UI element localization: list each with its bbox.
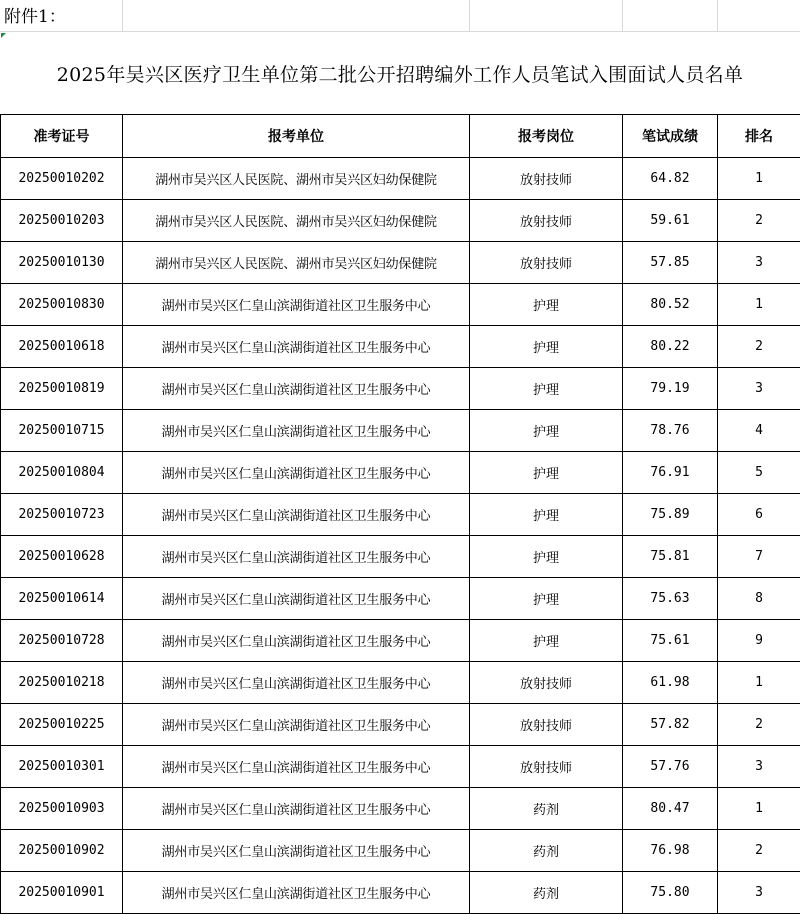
- score-cell: 76.91: [623, 452, 718, 494]
- grid-divider: [0, 31, 800, 32]
- rank-cell: 5: [718, 452, 800, 494]
- exam-id-cell: 20250010618: [1, 326, 123, 368]
- table-row: [1, 410, 800, 452]
- table-row: [1, 158, 800, 200]
- table-row: [1, 578, 800, 620]
- header-rank: 排名: [718, 115, 800, 158]
- exam-id-cell: 20250010819: [1, 368, 123, 410]
- unit-cell: 湖州市吴兴区人民医院、湖州市吴兴区妇幼保健院: [123, 242, 470, 284]
- table-row: [1, 284, 800, 326]
- page-title: 2025年吴兴区医疗卫生单位第二批公开招聘编外工作人员笔试入围面试人员名单: [56, 64, 744, 86]
- exam-id-cell: 20250010130: [1, 242, 123, 284]
- table-row: [1, 704, 800, 746]
- unit-cell: 湖州市吴兴区仁皇山滨湖街道社区卫生服务中心: [123, 788, 470, 830]
- unit-cell: 湖州市吴兴区仁皇山滨湖街道社区卫生服务中心: [123, 452, 470, 494]
- table-row: [1, 620, 800, 662]
- unit-cell: 湖州市吴兴区人民医院、湖州市吴兴区妇幼保健院: [123, 200, 470, 242]
- table-row: [1, 872, 800, 914]
- score-cell: 75.80: [623, 872, 718, 914]
- table-header-row: [1, 115, 800, 158]
- score-cell: 75.63: [623, 578, 718, 620]
- unit-cell: 湖州市吴兴区仁皇山滨湖街道社区卫生服务中心: [123, 872, 470, 914]
- score-cell: 80.52: [623, 284, 718, 326]
- header-score: 笔试成绩: [623, 115, 718, 158]
- exam-id-cell: 20250010225: [1, 704, 123, 746]
- exam-id-cell: 20250010715: [1, 410, 123, 452]
- post-cell: 护理: [470, 536, 623, 578]
- grid-divider: [469, 0, 470, 32]
- score-cell: 80.22: [623, 326, 718, 368]
- rank-cell: 4: [718, 410, 800, 452]
- post-cell: 护理: [470, 410, 623, 452]
- rank-cell: 3: [718, 746, 800, 788]
- grid-divider: [122, 0, 123, 32]
- score-cell: 75.61: [623, 620, 718, 662]
- unit-cell: 湖州市吴兴区仁皇山滨湖街道社区卫生服务中心: [123, 536, 470, 578]
- unit-cell: 湖州市吴兴区仁皇山滨湖街道社区卫生服务中心: [123, 494, 470, 536]
- score-cell: 57.76: [623, 746, 718, 788]
- exam-id-cell: 20250010218: [1, 662, 123, 704]
- score-cell: 75.81: [623, 536, 718, 578]
- score-cell: 64.82: [623, 158, 718, 200]
- exam-id-cell: 20250010728: [1, 620, 123, 662]
- table-row: [1, 452, 800, 494]
- score-cell: 57.82: [623, 704, 718, 746]
- exam-id-cell: 20250010202: [1, 158, 123, 200]
- exam-id-cell: 20250010903: [1, 788, 123, 830]
- post-cell: 护理: [470, 452, 623, 494]
- post-cell: 护理: [470, 284, 623, 326]
- unit-cell: 湖州市吴兴区仁皇山滨湖街道社区卫生服务中心: [123, 704, 470, 746]
- rank-cell: 2: [718, 830, 800, 872]
- score-cell: 75.89: [623, 494, 718, 536]
- unit-cell: 湖州市吴兴区仁皇山滨湖街道社区卫生服务中心: [123, 284, 470, 326]
- exam-id-cell: 20250010804: [1, 452, 123, 494]
- header-exam-id: 准考证号: [1, 115, 123, 158]
- rank-cell: 7: [718, 536, 800, 578]
- post-cell: 护理: [470, 326, 623, 368]
- unit-cell: 湖州市吴兴区仁皇山滨湖街道社区卫生服务中心: [123, 410, 470, 452]
- post-cell: 药剂: [470, 872, 623, 914]
- exam-id-cell: 20250010830: [1, 284, 123, 326]
- rank-cell: 1: [718, 788, 800, 830]
- score-cell: 57.85: [623, 242, 718, 284]
- post-cell: 放射技师: [470, 242, 623, 284]
- post-cell: 药剂: [470, 788, 623, 830]
- exam-id-cell: 20250010614: [1, 578, 123, 620]
- table-row: [1, 368, 800, 410]
- rank-cell: 1: [718, 158, 800, 200]
- rank-cell: 8: [718, 578, 800, 620]
- rank-cell: 9: [718, 620, 800, 662]
- cell-comment-marker: [1, 33, 6, 38]
- table-body: [1, 158, 800, 914]
- table-row: [1, 830, 800, 872]
- sheet-gridlines: [0, 0, 800, 32]
- table-row: [1, 200, 800, 242]
- exam-id-cell: 20250010902: [1, 830, 123, 872]
- rank-cell: 6: [718, 494, 800, 536]
- rank-cell: 2: [718, 200, 800, 242]
- annex-label: 附件1：: [4, 7, 66, 27]
- table-row: [1, 788, 800, 830]
- exam-id-cell: 20250010301: [1, 746, 123, 788]
- post-cell: 放射技师: [470, 200, 623, 242]
- grid-divider: [717, 0, 718, 32]
- score-cell: 61.98: [623, 662, 718, 704]
- post-cell: 护理: [470, 494, 623, 536]
- score-cell: 80.47: [623, 788, 718, 830]
- table-row: [1, 746, 800, 788]
- rank-cell: 2: [718, 704, 800, 746]
- rank-cell: 3: [718, 872, 800, 914]
- score-cell: 76.98: [623, 830, 718, 872]
- rank-cell: 2: [718, 326, 800, 368]
- rank-cell: 1: [718, 284, 800, 326]
- grid-divider: [622, 0, 623, 32]
- rank-cell: 3: [718, 242, 800, 284]
- post-cell: 药剂: [470, 830, 623, 872]
- table-row: [1, 662, 800, 704]
- unit-cell: 湖州市吴兴区仁皇山滨湖街道社区卫生服务中心: [123, 578, 470, 620]
- unit-cell: 湖州市吴兴区仁皇山滨湖街道社区卫生服务中心: [123, 662, 470, 704]
- exam-id-cell: 20250010628: [1, 536, 123, 578]
- table-row: [1, 242, 800, 284]
- table-row: [1, 326, 800, 368]
- exam-id-cell: 20250010203: [1, 200, 123, 242]
- unit-cell: 湖州市吴兴区仁皇山滨湖街道社区卫生服务中心: [123, 830, 470, 872]
- unit-cell: 湖州市吴兴区仁皇山滨湖街道社区卫生服务中心: [123, 620, 470, 662]
- post-cell: 护理: [470, 368, 623, 410]
- score-cell: 79.19: [623, 368, 718, 410]
- candidate-table: [0, 114, 800, 914]
- unit-cell: 湖州市吴兴区仁皇山滨湖街道社区卫生服务中心: [123, 746, 470, 788]
- unit-cell: 湖州市吴兴区仁皇山滨湖街道社区卫生服务中心: [123, 368, 470, 410]
- exam-id-cell: 20250010901: [1, 872, 123, 914]
- post-cell: 放射技师: [470, 662, 623, 704]
- post-cell: 放射技师: [470, 704, 623, 746]
- unit-cell: 湖州市吴兴区人民医院、湖州市吴兴区妇幼保健院: [123, 158, 470, 200]
- rank-cell: 3: [718, 368, 800, 410]
- table-row: [1, 536, 800, 578]
- rank-cell: 1: [718, 662, 800, 704]
- table-row: [1, 494, 800, 536]
- score-cell: 78.76: [623, 410, 718, 452]
- post-cell: 放射技师: [470, 158, 623, 200]
- score-cell: 59.61: [623, 200, 718, 242]
- post-cell: 护理: [470, 578, 623, 620]
- header-unit: 报考单位: [123, 115, 470, 158]
- unit-cell: 湖州市吴兴区仁皇山滨湖街道社区卫生服务中心: [123, 326, 470, 368]
- post-cell: 护理: [470, 620, 623, 662]
- exam-id-cell: 20250010723: [1, 494, 123, 536]
- header-post: 报考岗位: [470, 115, 623, 158]
- post-cell: 放射技师: [470, 746, 623, 788]
